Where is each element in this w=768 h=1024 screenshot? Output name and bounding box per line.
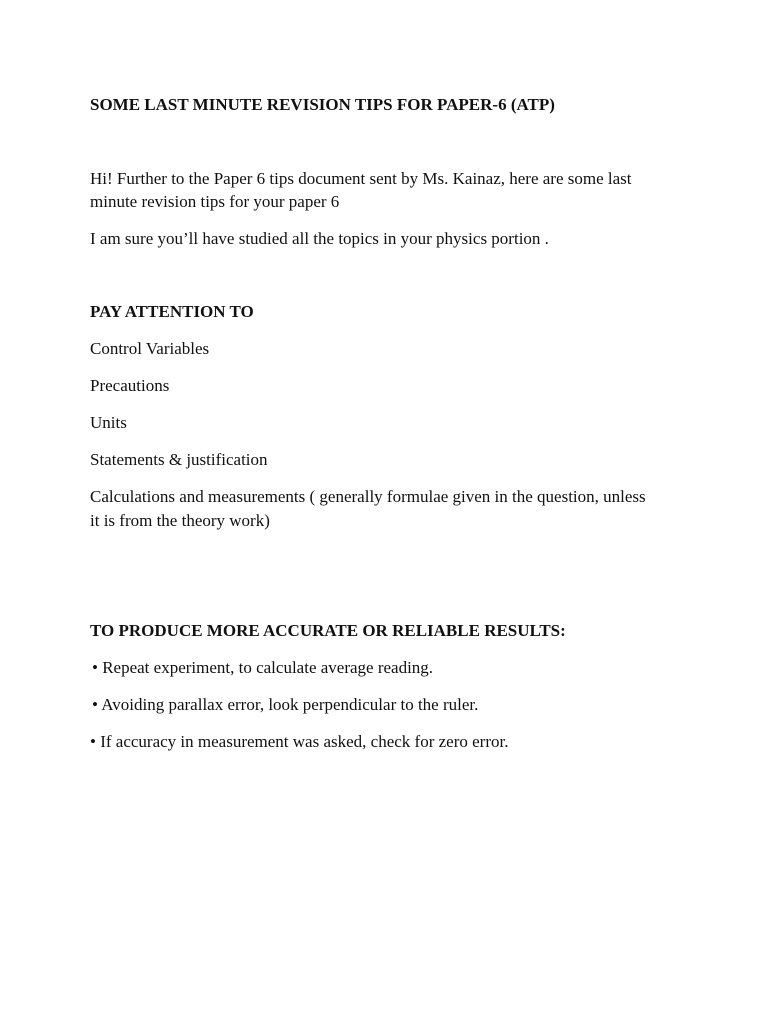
- attention-item-statements: Statements & justification: [90, 450, 268, 469]
- accuracy-bullet-repeat: • Repeat experiment, to calculate average reading.: [92, 658, 434, 677]
- attention-item-units: Units: [90, 413, 127, 432]
- calculations-line-1: Calculations and measurements ( generally formulae given in the question, unless: [90, 487, 646, 506]
- accuracy-heading: TO PRODUCE MORE ACCURATE OR RELIABLE RESULTS:: [90, 621, 566, 640]
- calculations-line-2: it is from the theory work): [90, 511, 270, 530]
- intro-line-1: Hi! Further to the Paper 6 tips document sent by Ms. Kainaz, here are some last: [90, 169, 632, 188]
- intro-line-2: minute revision tips for your paper 6: [90, 192, 340, 211]
- attention-item-control-variables: Control Variables: [90, 339, 210, 358]
- attention-item-precautions: Precautions: [90, 376, 170, 395]
- accuracy-bullet-zero-error: • If accuracy in measurement was asked, check for zero error.: [90, 732, 509, 751]
- accuracy-bullet-parallax: • Avoiding parallax error, look perpendicular to the ruler.: [92, 695, 479, 714]
- intro-line-3: I am sure you’ll have studied all the topics in your physics portion .: [90, 229, 549, 248]
- attention-heading: PAY ATTENTION TO: [90, 302, 254, 321]
- document-title: SOME LAST MINUTE REVISION TIPS FOR PAPER-6 (ATP): [90, 95, 555, 114]
